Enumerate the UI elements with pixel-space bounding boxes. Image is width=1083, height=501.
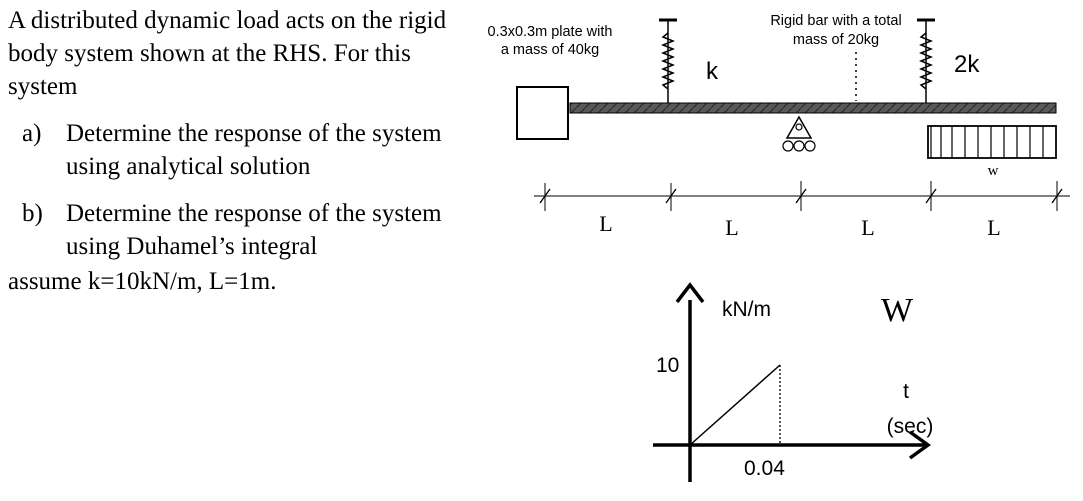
graph-x-tick-label: 0.04: [744, 457, 785, 480]
spring-right: [917, 20, 935, 103]
distributed-load-label: w: [987, 163, 999, 179]
assumption-text: assume k=10kN/m, L=1m.: [8, 268, 277, 295]
spring-left-label: k: [706, 58, 718, 85]
question-a-marker: a): [22, 120, 42, 147]
question-b-text: Determine the response of the system using Duhamel’s integral: [66, 200, 442, 260]
load-series: [690, 365, 780, 445]
square-plate: [517, 87, 568, 139]
graph-y-tick-label: 10: [656, 354, 680, 377]
plate-label-line1: 0.3x0.3m plate with: [487, 24, 613, 40]
span-label-3: L: [861, 215, 875, 240]
graph-y-axis-label: kN/m: [722, 298, 771, 321]
question-a-text: Determine the response of the system using analytical solution: [66, 120, 442, 180]
span-label-4: L: [987, 215, 1001, 240]
rigid-bar: [570, 103, 1056, 113]
distributed-load: [928, 126, 1056, 158]
dimension-line: [534, 181, 1070, 211]
graph-x-axis-label-sec: (sec): [886, 415, 934, 438]
span-label-1: L: [599, 211, 613, 236]
question-b-marker: b): [22, 200, 43, 227]
bar-label-line1: Rigid bar with a total: [770, 13, 902, 29]
bar-label-line2: mass of 20kg: [792, 32, 880, 48]
span-label-2: L: [725, 215, 739, 240]
problem-intro: A distributed dynamic load acts on the rigid body system shown at the RHS. For this system: [8, 7, 447, 100]
spring-right-label: 2k: [954, 51, 980, 78]
load-ramp-line: [690, 365, 780, 445]
pin-support: [783, 117, 815, 151]
spring-left: [659, 20, 677, 103]
graph-y-arrowhead: [677, 285, 703, 302]
graph-x-axis-label-t: t: [903, 380, 909, 403]
graph-series-label: W: [881, 292, 914, 329]
plate-label-line2: a mass of 40kg: [500, 42, 600, 58]
